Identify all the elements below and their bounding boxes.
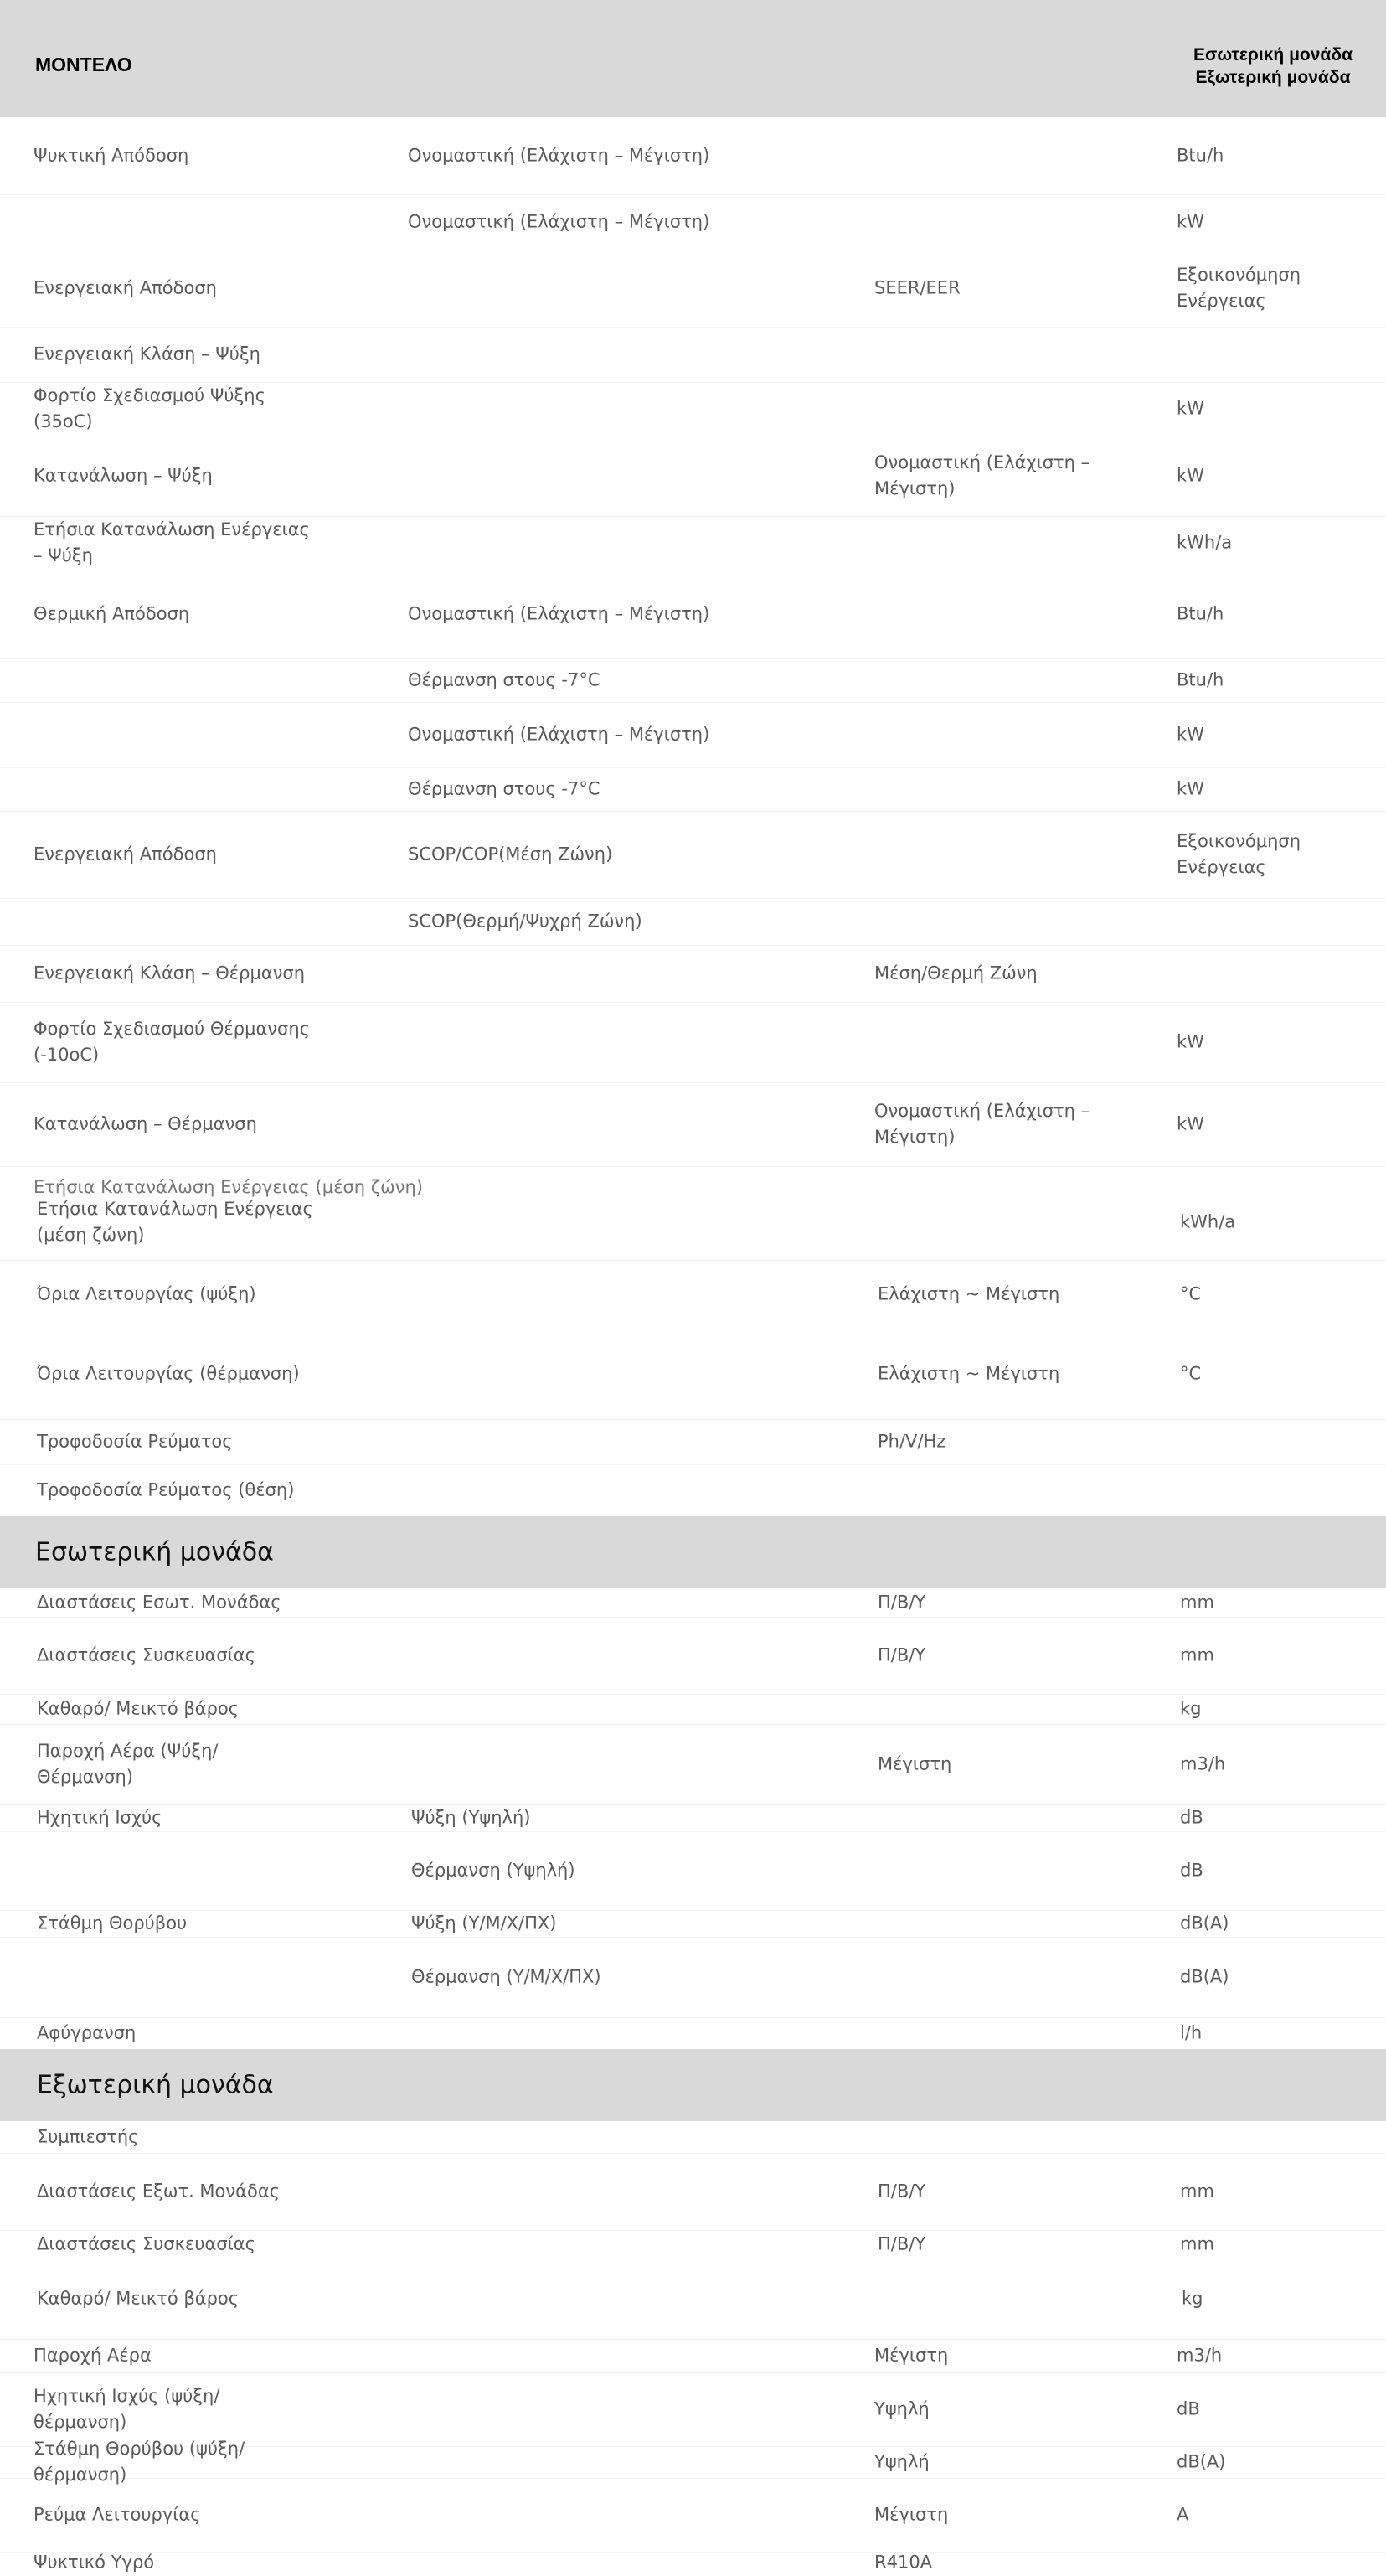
spec-qualifier: Υψηλή xyxy=(874,2451,930,2472)
spec-name: Στάθμη Θορύβου (ψύξη/θέρμανση) xyxy=(33,2439,245,2485)
table-row xyxy=(0,2153,1386,2231)
spec-qualifier: Μέγιστη xyxy=(878,1753,952,1774)
spec-unit: kW xyxy=(1177,211,1204,232)
spec-name: Αφύγρανση xyxy=(37,2022,137,2043)
spec-name: Διαστάσεις Εξωτ. Μονάδας xyxy=(37,2181,280,2202)
spec-name: Ενεργειακή Απόδοση xyxy=(33,844,217,865)
table-row xyxy=(0,767,1386,812)
spec-qualifier: Π/Β/Υ xyxy=(878,1592,926,1613)
spec-qualifier: Π/Β/Υ xyxy=(878,2181,926,2202)
spec-condition: Θέρμανση (Υψηλή) xyxy=(411,1860,575,1881)
spec-name: Όρια Λειτουργίας (θέρμανση) xyxy=(37,1363,300,1384)
table-row xyxy=(0,2121,1386,2154)
spec-unit: kg xyxy=(1182,2288,1203,2309)
spec-unit: dB(A) xyxy=(1177,2451,1226,2472)
section-title: Εσωτερική μονάδα xyxy=(35,1537,274,1567)
spec-unit: mm xyxy=(1180,1592,1214,1613)
table-row xyxy=(0,2230,1386,2259)
table-row xyxy=(0,1804,1386,1832)
spec-qualifier: Μέγιστη xyxy=(874,2345,949,2366)
table-row xyxy=(0,194,1386,250)
table-row xyxy=(0,2339,1386,2373)
spec-name: Φορτίο Σχεδιασμού Θέρμανσης (-10oC) xyxy=(33,1019,310,1065)
spec-qualifier: Ονομαστική (Ελάχιστη – Μέγιστη) xyxy=(874,452,1090,498)
spec-name: Διαστάσεις Εσωτ. Μονάδας xyxy=(37,1592,281,1613)
section-title: Εξωτερική μονάδα xyxy=(37,2070,274,2100)
spec-name: Στάθμη Θορύβου xyxy=(37,1913,188,1933)
spec-condition: Ονομαστική (Ελάχιστη – Μέγιστη) xyxy=(408,211,710,232)
spec-name: Κατανάλωση – Θέρμανση xyxy=(33,1113,257,1134)
spec-qualifier: Π/Β/Υ xyxy=(878,2233,926,2254)
spec-unit: Btu/h xyxy=(1177,669,1224,690)
spec-condition: Ονομαστική (Ελάχιστη – Μέγιστη) xyxy=(408,145,710,166)
spec-qualifier: Ελάχιστη ~ Μέγιστη xyxy=(878,1363,1060,1384)
table-row xyxy=(0,117,1386,195)
spec-qualifier: Μέγιστη xyxy=(874,2504,949,2525)
table-row xyxy=(0,436,1386,517)
table-row xyxy=(0,1002,1386,1083)
table-row xyxy=(0,1910,1386,1938)
spec-qualifier: SEER/EER xyxy=(874,277,961,298)
table-row xyxy=(0,898,1386,946)
spec-name: Ηχητική Ισχύς (ψύξη/θέρμανση) xyxy=(33,2386,220,2432)
spec-condition: Ονομαστική (Ελάχιστη – Μέγιστη) xyxy=(408,603,710,624)
spec-unit: l/h xyxy=(1180,2022,1203,2043)
unit-labels xyxy=(1193,44,1353,89)
spec-unit: m3/h xyxy=(1180,1753,1226,1774)
spec-name: Ενεργειακή Κλάση – Ψύξη xyxy=(33,343,260,364)
spec-name: Τροφοδοσία Ρεύματος xyxy=(37,1431,233,1452)
table-row xyxy=(0,1588,1386,1618)
table-row xyxy=(0,945,1386,1003)
spec-name: Θερμική Απόδοση xyxy=(33,603,190,624)
indoor-unit-label: Εσωτερική μονάδα xyxy=(1193,45,1353,65)
table-row xyxy=(0,2259,1386,2340)
spec-unit: dB xyxy=(1180,1807,1203,1828)
outdoor-section-header xyxy=(0,2049,1386,2121)
table-row xyxy=(0,1464,1386,1516)
spec-qualifier: Π/Β/Υ xyxy=(878,1644,926,1665)
spec-name: Φορτίο Σχεδιασμού Ψύξης (35oC) xyxy=(33,385,265,431)
spec-unit: kW xyxy=(1177,398,1204,419)
spec-unit: kWh/a xyxy=(1177,532,1233,553)
spec-qualifier: Ph/V/Hz xyxy=(878,1431,946,1452)
spec-name: Ετήσια Κατανάλωση Ενέργειας – Ψύξη xyxy=(33,519,310,565)
table-row xyxy=(0,658,1386,703)
spec-condition: Θέρμανση στους -7°C xyxy=(408,778,600,799)
table-row xyxy=(0,1831,1386,1911)
spec-unit: kW xyxy=(1177,1031,1204,1052)
spec-name: Διαστάσεις Συσκευασίας xyxy=(37,1644,255,1665)
spec-unit: kg xyxy=(1180,1698,1202,1719)
spec-condition: SCOP/COP(Μέση Ζώνη) xyxy=(408,844,613,865)
spec-condition: SCOP(Θερμή/Ψυχρή Ζώνη) xyxy=(408,911,642,932)
spec-name: Ρεύμα Λειτουργίας xyxy=(33,2504,201,2525)
table-row xyxy=(0,811,1386,899)
spec-name: Ψυκτική Απόδοση xyxy=(33,145,189,166)
table-row xyxy=(0,2439,1386,2485)
spec-name: Ηχητική Ισχύς xyxy=(37,1807,162,1828)
spec-unit: mm xyxy=(1180,2181,1214,2202)
spec-condition: Ονομαστική (Ελάχιστη – Μέγιστη) xyxy=(408,724,710,745)
spec-name: Καθαρό/ Μεικτό βάρος xyxy=(37,1698,240,1719)
spec-qualifier: Ονομαστική (Ελάχιστη – Μέγιστη) xyxy=(874,1101,1090,1147)
outdoor-unit-label: Εξωτερική μονάδα xyxy=(1195,68,1351,87)
table-row xyxy=(0,1694,1386,1725)
spec-unit: Εξοικονόμηση Ενέργειας xyxy=(1177,265,1301,311)
model-label: ΜΟΝΤΕΛΟ xyxy=(35,54,132,75)
table-row xyxy=(0,1082,1386,1167)
spec-unit: kW xyxy=(1177,778,1204,799)
spec-name: Τροφοδοσία Ρεύματος (θέση) xyxy=(37,1479,295,1500)
table-row xyxy=(0,570,1386,659)
spec-name: Παροχή Αέρα xyxy=(33,2345,152,2366)
table-row xyxy=(0,1185,1386,1261)
spec-name: Καθαρό/ Μεικτό βάρος xyxy=(37,2288,240,2309)
clipped-row-text: Ετήσια Κατανάλωση Ενέργειας (μέση ζώνη) xyxy=(33,1177,423,1197)
spec-unit: dB xyxy=(1177,2398,1200,2419)
spec-qualifier: Υψηλή xyxy=(874,2398,930,2419)
spec-unit: m3/h xyxy=(1177,2345,1223,2366)
spec-unit: dB(A) xyxy=(1180,1913,1229,1933)
spec-name: Συμπιεστής xyxy=(37,2126,139,2147)
spec-name: Ενεργειακή Απόδοση xyxy=(33,277,217,298)
spec-unit: A xyxy=(1177,2504,1189,2525)
spec-unit: dB xyxy=(1180,1860,1203,1881)
spec-condition: Θέρμανση (Υ/Μ/Χ/ΠΧ) xyxy=(411,1966,601,1987)
spec-unit: dB(A) xyxy=(1180,1966,1229,1987)
spec-unit: kW xyxy=(1177,1113,1204,1134)
table-row xyxy=(0,1617,1386,1695)
spec-unit: kWh/a xyxy=(1180,1211,1236,1232)
table-row xyxy=(0,1937,1386,2018)
spec-unit: kW xyxy=(1177,724,1204,745)
spec-name: Διαστάσεις Συσκευασίας xyxy=(37,2233,255,2254)
spec-condition: Θέρμανση στους -7°C xyxy=(408,669,600,690)
spec-unit: kW xyxy=(1177,465,1204,486)
spec-qualifier: Μέση/Θερμή Ζώνη xyxy=(874,963,1038,983)
table-row xyxy=(0,516,1386,570)
spec-unit: Btu/h xyxy=(1177,145,1224,166)
table-row xyxy=(0,1724,1386,1805)
spec-qualifier: Ελάχιστη ~ Μέγιστη xyxy=(878,1283,1060,1304)
indoor-section-header xyxy=(0,1516,1386,1588)
table-row xyxy=(0,702,1386,768)
table-header xyxy=(0,0,1386,117)
spec-condition: Ψύξη (Υ/Μ/Χ/ΠΧ) xyxy=(411,1913,557,1933)
table-row xyxy=(0,2552,1386,2573)
spec-unit: mm xyxy=(1180,2233,1214,2254)
spec-name: Όρια Λειτουργίας (ψύξη) xyxy=(37,1283,256,1304)
spec-qualifier: R410A xyxy=(874,2552,933,2573)
spec-unit: °C xyxy=(1180,1283,1202,1304)
table-row xyxy=(0,1329,1386,1420)
spec-unit: Εξοικονόμηση Ενέργειας xyxy=(1177,831,1301,877)
spec-name: Κατανάλωση – Ψύξη xyxy=(33,465,213,486)
spec-unit: mm xyxy=(1180,1644,1214,1665)
table-row xyxy=(0,1260,1386,1329)
spec-name: Ετήσια Κατανάλωση Ενέργειας (μέση ζώνη) xyxy=(37,1199,313,1245)
spec-name: Ενεργειακή Κλάση – Θέρμανση xyxy=(33,963,306,983)
spec-condition: Ψύξη (Υψηλή) xyxy=(411,1807,531,1828)
table-row xyxy=(0,1419,1386,1465)
spec-unit: Btu/h xyxy=(1177,603,1224,624)
table-row xyxy=(0,382,1386,436)
spec-name: Ψυκτικό Υγρό xyxy=(33,2552,155,2573)
table-row xyxy=(0,2017,1386,2049)
table-row xyxy=(0,327,1386,383)
spec-name: Παροχή Αέρα (Ψύξη/Θέρμανση) xyxy=(37,1741,219,1787)
table-row xyxy=(0,2478,1386,2553)
spec-unit: °C xyxy=(1180,1363,1202,1384)
table-row xyxy=(0,250,1386,328)
